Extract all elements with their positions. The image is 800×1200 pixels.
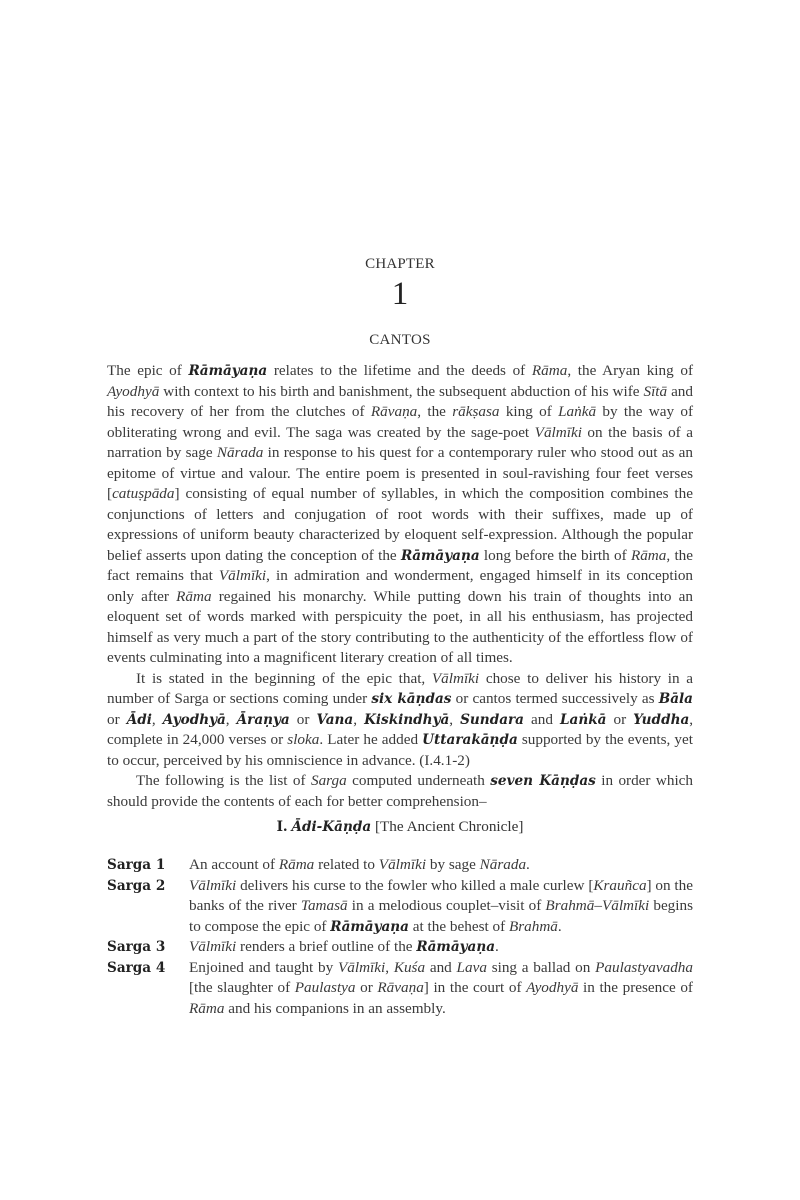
emphasized-term: Rāmāyaṇa <box>330 918 409 935</box>
italic-term: Rāma <box>278 856 315 873</box>
italic-term: Vālmīki <box>189 938 237 955</box>
italic-term: Rāvaṇa <box>377 979 424 996</box>
emphasized-term: Yuddha <box>633 711 690 728</box>
italic-term: Rāma <box>531 362 568 379</box>
chapter-label: CHAPTER <box>365 256 435 272</box>
sarga-list <box>107 855 693 1019</box>
text-run: Enjoined and taught by <box>189 958 338 976</box>
text-run: or cantos termed successively as <box>451 690 659 707</box>
text-run: The following is the list of <box>136 772 311 789</box>
text-run: ] consisting of equal number of syllables, in which the composition combines the conjunctions of letters and conjugation of root words with their suffixes, made up of expressions of uniform beauty characterized by eloquent self-expression. Although the popular belief asserts upon dating the conception of the <box>107 485 693 564</box>
sarga-entry <box>107 876 693 938</box>
text-run: renders a brief outline of the <box>236 938 417 955</box>
text-run: begins to compose the epic of <box>189 897 693 935</box>
section-subtitle: [The Ancient Chronicle] <box>374 818 524 835</box>
text-run: with context to his birth and banishment, the subsequent abduction of his wife <box>159 382 644 400</box>
section-name: Ādi-Kāṇḍa <box>291 819 372 835</box>
emphasized-term: Uttarakāṇḍa <box>422 732 518 748</box>
emphasized-term: Bāla <box>658 691 693 707</box>
text-run: , <box>449 710 461 728</box>
italic-term: Vālmīki <box>431 669 480 687</box>
italic-term: Rāma <box>630 546 667 564</box>
italic-term: Nārada <box>479 856 527 873</box>
text-run: , the <box>417 403 453 420</box>
text-run: in a melodious couplet–visit of <box>347 897 546 914</box>
text-run: delivers his curse to the fowler who killed a male curlew [ <box>236 876 594 894</box>
section-heading <box>107 818 693 836</box>
text-run: . Later he added <box>319 731 423 748</box>
italic-term: Tamasā <box>300 897 348 914</box>
text-run: ] on the banks of the river <box>189 876 693 914</box>
text-run: king of <box>499 403 559 420</box>
emphasized-term: Ayodhyā <box>162 711 226 728</box>
sarga-description <box>189 855 693 876</box>
emphasized-term: Ādi <box>126 711 152 728</box>
italic-term: sloka <box>287 731 320 748</box>
text-run: long before the birth of <box>479 546 631 564</box>
emphasized-term: seven Kāṇḍas <box>490 773 596 789</box>
emphasized-term: six kāṇdas <box>371 691 452 707</box>
chapter-number: 1 <box>391 276 409 312</box>
text-run: and his recovery of her from the clutches of <box>107 382 693 420</box>
sarga-label: Sarga 1 <box>107 857 166 873</box>
text-run: and <box>523 710 560 728</box>
italic-term: Brahmā–Vālmīki <box>545 897 650 914</box>
text-run: related to <box>314 856 379 873</box>
chapter-title: CANTOS <box>369 332 431 348</box>
text-run: in response to his quest for a contemporary ruler who stood out as an epitome of virtue and valour. The entire poem is presented in soul-ravishing four feet verses [ <box>107 444 694 502</box>
emphasized-term: Rāmāyaṇa <box>416 939 496 955</box>
sarga-label: Sarga 2 <box>107 877 166 894</box>
text-run: , <box>385 958 394 976</box>
text-run: chose to deliver his history in a number of Sarga or sections coming under <box>107 669 694 707</box>
emphasized-term: Laṅkā <box>559 711 607 728</box>
italic-term: Paulastyavadha <box>595 958 693 976</box>
text-run: and his companions in an assembly. <box>224 999 446 1017</box>
sarga-description <box>189 958 693 1020</box>
text-run: sing a ballad on <box>486 958 596 976</box>
text-run: , the Aryan king of <box>567 362 694 379</box>
text-run: . <box>557 917 562 935</box>
text-run: An account of <box>189 856 279 873</box>
text-run: computed underneath <box>346 772 491 789</box>
paragraph <box>107 771 693 812</box>
text-run: by the way of obliterating wrong and evil. The saga was created by the sage-poet <box>107 403 694 441</box>
section-number: I. <box>276 819 288 835</box>
italic-term: rākṣasa <box>452 403 500 420</box>
text-run: in order which should provide the contents of each for better comprehension– <box>107 772 693 810</box>
italic-term: catuṣpāda <box>112 485 175 502</box>
text-run: on the basis of a narration by sage <box>107 423 693 461</box>
text-run: or <box>107 710 127 728</box>
sarga-entry <box>107 937 693 958</box>
paragraph <box>107 361 693 669</box>
italic-term: Laṅkā <box>558 403 597 420</box>
italic-term: Vālmīki <box>189 876 237 894</box>
text-run: . <box>526 856 530 873</box>
text-run: , <box>151 710 163 728</box>
text-run: in the presence of <box>578 979 693 996</box>
italic-term: Kuśa <box>393 958 426 976</box>
text-run: It is stated in the beginning of the epic that, <box>136 669 432 687</box>
text-run: , the fact remains that <box>107 546 693 584</box>
emphasized-term: Sundara <box>460 711 524 728</box>
text-run: . <box>495 938 499 955</box>
text-run: [the slaughter of <box>189 979 295 996</box>
sarga-description <box>189 937 693 958</box>
text-run: relates to the lifetime and the deeds of <box>267 362 532 379</box>
sarga-label: Sarga 4 <box>107 959 166 976</box>
italic-term: Ayodhyā <box>107 382 160 400</box>
text-run: The epic of <box>107 362 189 379</box>
italic-term: Brahmā <box>508 917 558 935</box>
emphasized-term: Rāmāyaṇa <box>400 547 480 564</box>
italic-term: Rāvaṇa <box>370 403 418 420</box>
italic-term: Vālmīki <box>534 423 582 441</box>
italic-term: Sarga <box>310 772 347 789</box>
emphasized-term: Kiskindhyā <box>364 711 450 728</box>
italic-term: Paulastya <box>294 979 356 996</box>
italic-term: Vālmīki <box>338 958 386 976</box>
text-run: by sage <box>426 856 480 873</box>
emphasized-term: Āraṇya <box>236 711 290 728</box>
italic-term: Lava <box>456 958 487 976</box>
italic-term: Rāma <box>189 999 225 1017</box>
text-run: regained his monarchy. While putting down his train of thoughts into an eloquent set of words marked with perspicuity the poet, in all his enthusiasm, has projected himself as very much a part of the story contributing to the authenticity of the effortless flow of events culminating into a magnificent literary creation of all times. <box>107 587 693 666</box>
emphasized-term: Rāmāyaṇa <box>188 363 268 379</box>
text-run: , <box>353 710 365 728</box>
sarga-description <box>189 876 693 938</box>
text-run: or <box>289 710 317 728</box>
italic-term: Rāma <box>176 587 212 605</box>
text-run: or <box>606 710 634 728</box>
text-run: supported by the events, yet to occur, perceived by his omniscience in advance. (I.4.1-2) <box>107 731 693 769</box>
text-run: , <box>225 710 237 728</box>
body-text <box>107 361 693 812</box>
sarga-label: Sarga 3 <box>107 939 166 955</box>
text-run: at the behest of <box>409 917 509 935</box>
italic-term: Krauñca <box>593 876 647 894</box>
text-run: and <box>425 958 457 976</box>
italic-term: Vālmīki <box>218 567 267 584</box>
text-run: , complete in 24,000 verses or <box>107 710 694 748</box>
text-run: or <box>355 979 378 996</box>
emphasized-term: Vana <box>316 711 354 728</box>
sarga-entry <box>107 958 693 1020</box>
italic-term: Sītā <box>643 382 668 400</box>
text-run: , in admiration and wonderment, engaged himself in its conception only after <box>107 567 694 605</box>
paragraph <box>107 669 693 772</box>
italic-term: Nārada <box>216 444 264 461</box>
italic-term: Vālmīki <box>378 856 427 873</box>
sarga-entry <box>107 855 693 876</box>
text-run: ] in the court of <box>423 979 527 996</box>
italic-term: Ayodhyā <box>526 979 579 996</box>
